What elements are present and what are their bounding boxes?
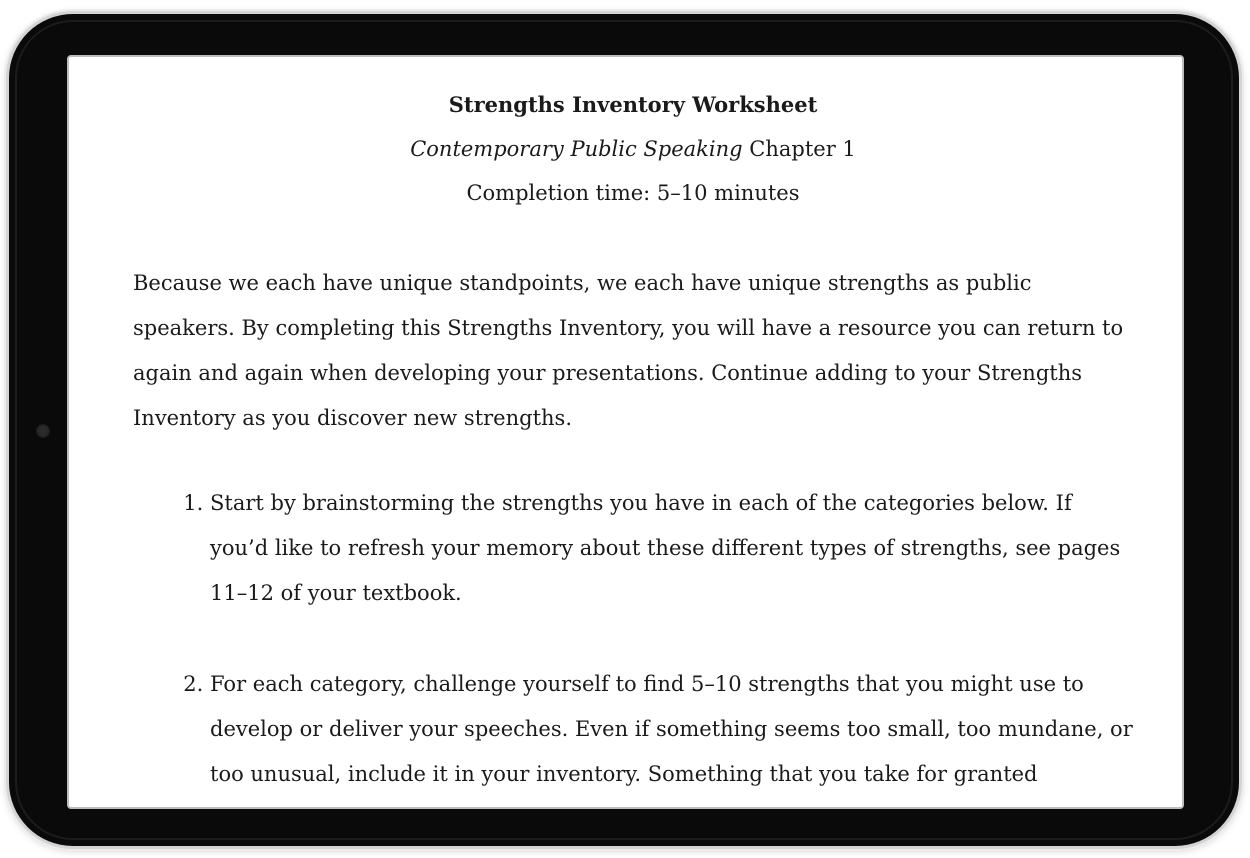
worksheet-document <box>133 83 1133 809</box>
tablet-frame <box>9 14 1239 846</box>
page-title: Strengths Inventory Worksheet <box>448 92 818 117</box>
list-item: 1. Start by brainstorming the strengths you have in each of the categories below. If you’d like to refresh your memory about these different types of strengths, see pages 11–12 of your textbook. <box>210 481 1133 616</box>
tablet-screen[interactable] <box>67 55 1184 809</box>
instruction-list <box>133 481 1133 797</box>
intro-paragraph: Because we each have unique standpoints, we each have unique strengths as public speakers. By completing this Strengths Inventory, you will have a resource you can return to again and again when developing your presentations. Continue adding to your Strengths Inventory as you discover new strengths. <box>133 271 1124 430</box>
completion-time: Completion time: 5–10 minutes <box>466 181 800 205</box>
page-subtitle <box>133 127 1133 171</box>
book-title: Contemporary Public Speaking <box>410 137 743 161</box>
camera-icon <box>36 424 50 438</box>
list-item: 2. For each category, challenge yourself to find 5–10 strengths that you might use to develop or deliver your speeches. Even if something seems too small, too mundane, or too unusual, include it in your inventory. Something that you take for granted <box>210 662 1133 797</box>
chapter-label: Chapter 1 <box>742 137 856 161</box>
